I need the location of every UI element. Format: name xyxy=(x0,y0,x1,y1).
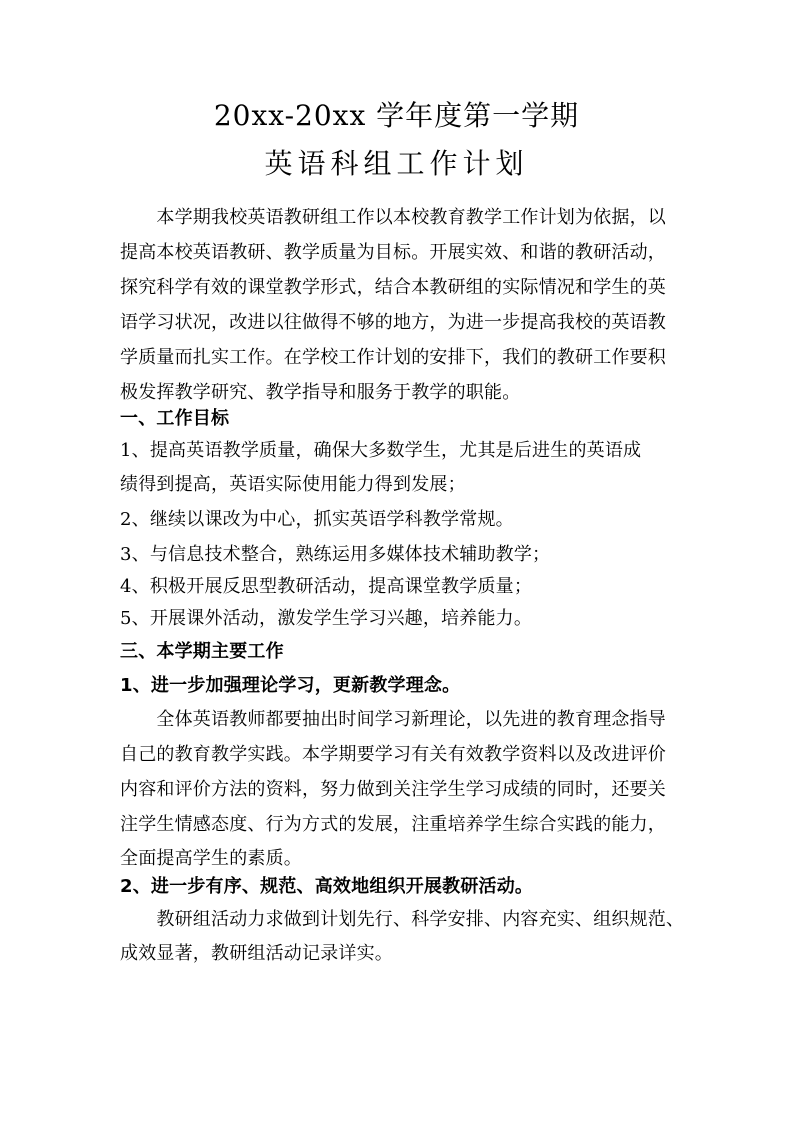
theory-paragraph-line: 内容和评价方法的资料，努力做到关注学生学习成绩的同时，还要关 xyxy=(120,779,666,800)
theory-paragraph-line: 全体英语教师都要抽出时间学习新理论，以先进的教育理念指导 xyxy=(120,709,666,730)
activities-paragraph-line: 教研组活动力求做到计划先行、科学安排、内容充实、组织规范、 xyxy=(120,909,685,930)
theory-paragraph-line: 全面提高学生的素质。 xyxy=(120,848,302,869)
document-title-main: 英语科组工作计划 xyxy=(264,147,529,180)
goal-item-line: 2、继续以课改为中心，抓实英语学科教学常规。 xyxy=(120,509,514,530)
goal-item-line: 3、与信息技术整合，熟练运用多媒体技术辅助教学； xyxy=(120,544,551,565)
intro-paragraph-line: 本学期我校英语教研组工作以本校教育教学工作计划为依据，以 xyxy=(120,207,666,228)
goal-item-line: 绩得到提高，英语实际使用能力得到发展； xyxy=(120,474,466,495)
activities-paragraph-line: 成效显著，教研组活动记录详实。 xyxy=(120,943,393,964)
intro-paragraph-line: 提高本校英语教研、教学质量为目标。开展实效、和谐的教研活动， xyxy=(120,242,666,263)
document-title-year: 20xx-20xx 学年度第一学期 xyxy=(213,99,580,132)
theory-paragraph-line: 注学生情感态度、行为方式的发展，注重培养学生综合实践的能力， xyxy=(120,814,666,835)
intro-paragraph-line: 极发挥教学研究、教学指导和服务于教学的职能。 xyxy=(120,382,521,403)
intro-paragraph-line: 学质量而扎实工作。在学校工作计划的安排下，我们的教研工作要积 xyxy=(120,347,666,368)
intro-paragraph-line: 探究科学有效的课堂教学形式，结合本教研组的实际情况和学生的英 xyxy=(120,277,666,298)
goal-item-line: 5、开展课外活动，激发学生学习兴趣，培养能力。 xyxy=(120,608,533,629)
section-heading-main-work: 三、本学期主要工作 xyxy=(120,641,284,662)
section-heading-goals: 一、工作目标 xyxy=(120,408,230,429)
goal-item-line: 4、积极开展反思型教研活动，提高课堂教学质量； xyxy=(120,576,533,597)
subsection-heading-theory: 1、进一步加强理论学习，更新教学理念。 xyxy=(120,675,461,696)
theory-paragraph-line: 自己的教育教学实践。本学期要学习有关有效教学资料以及改进评价 xyxy=(120,744,666,765)
goal-item-line: 1、提高英语教学质量，确保大多数学生，尤其是后进生的英语成 xyxy=(120,440,642,461)
intro-paragraph-line: 语学习状况，改进以往做得不够的地方，为进一步提高我校的英语教 xyxy=(120,312,666,333)
subsection-heading-activities: 2、进一步有序、规范、高效地组织开展教研活动。 xyxy=(120,876,534,897)
